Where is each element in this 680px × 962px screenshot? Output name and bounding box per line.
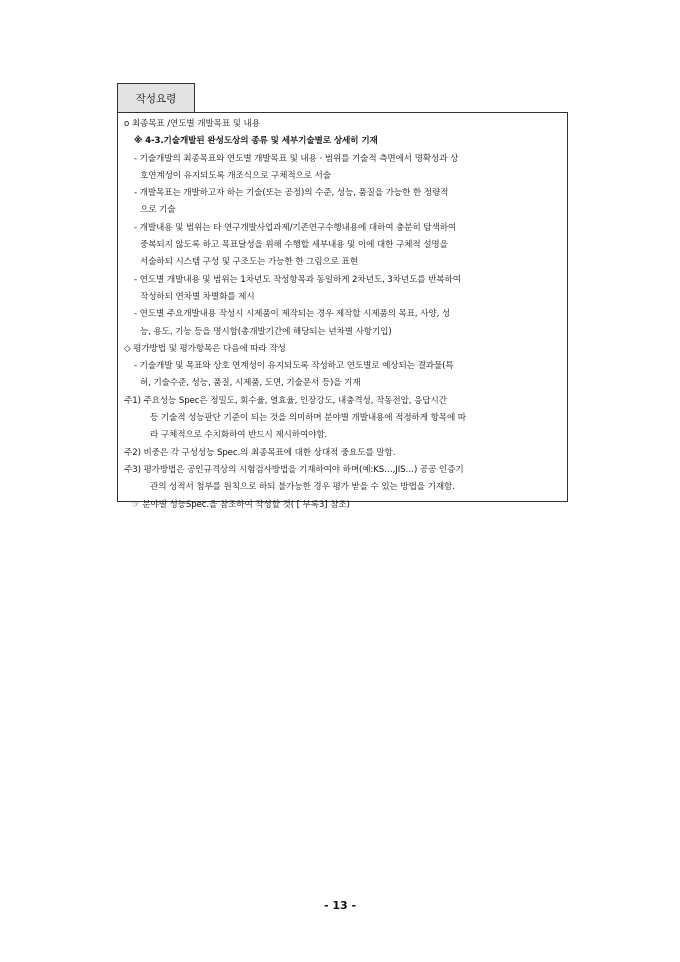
guide-line: - 개발내용 및 범위는 타 연구개발사업과제/기존연구수행내용에 대하여 충분히 탐색하여 [134, 222, 457, 233]
guide-line: ※ 4-3.기술개발된 완성도상의 종류 및 세부기술별로 상세히 기재 [134, 136, 378, 147]
guide-line: 서술하되 시스템 구성 및 구조도는 가능한 한 그림으로 표현 [140, 257, 358, 268]
guide-line: - 개발목표는 개발하고자 하는 기술(또는 공정)의 수준, 성능, 품질을 가능한 한 정량적 [134, 188, 449, 199]
page-number: - 13 - [323, 899, 357, 912]
guide-line: 작성하되 연차별 차별화를 제시 [140, 291, 255, 302]
guide-box [117, 112, 568, 510]
guide-line: 등 기술적 성능판단 기준이 되는 것을 의미하며 분야별 개발내용에 적정하게 항목에 따 [150, 413, 467, 424]
guide-line: 호연계성이 유지되도록 개조식으로 구체적으로 서술 [140, 170, 331, 181]
guide-line: - 연도별 주요개발내용 작성시 시제품이 제작되는 경우 제작할 시제품의 목표, 사양, 성 [134, 309, 451, 320]
guide-line: ◇ 평가방법 및 평가항목은 다음에 따라 작성 [124, 343, 286, 354]
guide-line: 으로 기술 [140, 205, 176, 216]
guide-line: 라 구체적으로 수치화하여 반드시 제시하여야함. [150, 430, 328, 441]
guide-line: 주1) 주요성능 Spec은 정밀도, 회수율, 열효율, 인장강도, 내충격성, 작동전압, 응답시간 [124, 395, 447, 406]
guide-line: - 기술개발의 최종목표와 연도별 개발목표 및 내용 · 범위를 기술적 측면에서 명확성과 상 [134, 153, 459, 164]
guide-tab-label: 작성요령 [117, 83, 195, 112]
guide-line: 주2) 비중은 각 구성성능 Spec.의 최종목표에 대한 상대적 중요도를 말함. [124, 447, 396, 458]
guide-line: 주3) 평가방법은 공인규격상의 시험검사방법을 기재하여야 하며(예:KS…,JIS…) 공공 인증기 [124, 464, 464, 475]
guide-line: - 기술개발 및 목표와 상호 연계성이 유지되도록 작성하고 연도별로 예상되는 결과물(특 [134, 361, 454, 372]
guide-line: 능, 용도, 기능 등을 명시함(총개발기간에 해당되는 년차별 사항기입) [140, 326, 392, 337]
guide-line: 관의 성적서 첨부를 원칙으로 하되 불가능한 경우 평가 받을 수 있는 방법을 기재함. [150, 482, 455, 493]
guide-line: ☞ 분야별 성능Spec.을 참조하여 작성할 것( [ 부록3] 참조) [132, 499, 350, 510]
guide-line: 허, 기술수준, 성능, 품질, 시제품, 도면, 기술문서 등)을 기재 [140, 378, 361, 389]
guide-line: o 최종목표 /연도별 개발목표 및 내용 [124, 119, 260, 129]
guide-line: - 연도별 개발내용 및 범위는 1차년도 작성항목과 동일하게 2차년도, 3차년도를 반복하여 [134, 274, 461, 285]
guide-line: 중복되지 않도록 하고 목표달성을 위해 수행할 세부내용 및 이에 대한 구체적 설명을 [140, 240, 448, 251]
